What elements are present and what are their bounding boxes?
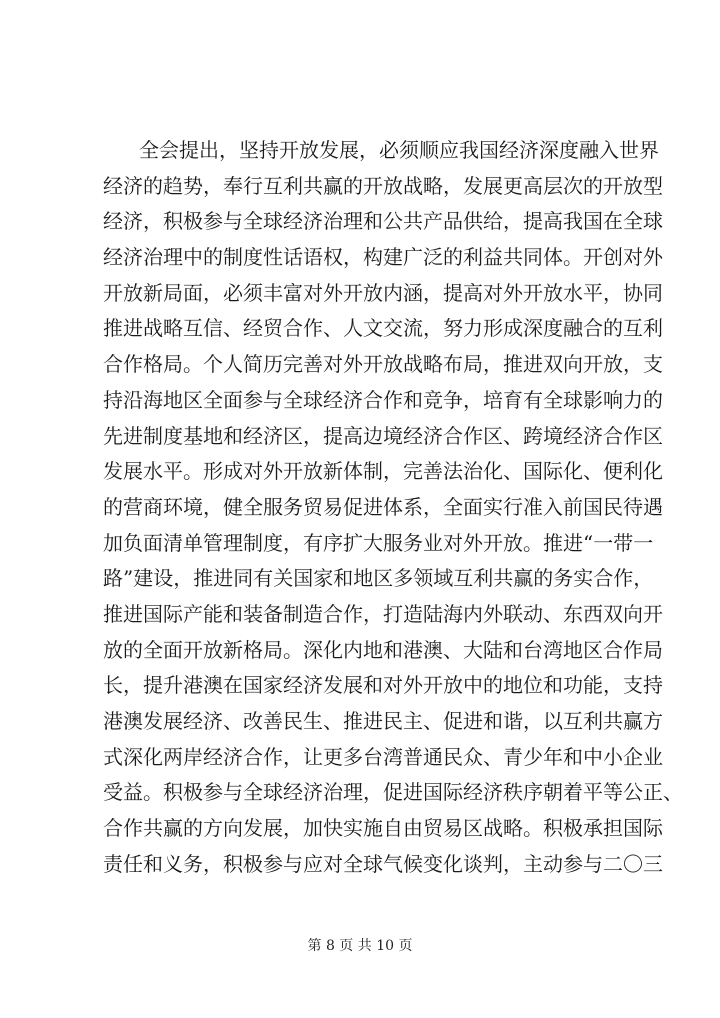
paragraph-line: 的营商环境，健全服务贸易促进体系，全面实行准入前国民待遇 [103, 494, 663, 519]
paragraph-line: 发展水平。形成对外开放新体制，完善法治化、国际化、便利化 [103, 459, 663, 484]
paragraph-line: 推进国际产能和装备制造合作，打造陆海内外联动、东西双向开 [103, 601, 663, 626]
paragraph-line: 经济治理中的制度性话语权，构建广泛的利益共同体。开创对外 [103, 245, 663, 270]
paragraph-line: 经济的趋势，奉行互利共赢的开放战略，发展更高层次的开放型 [103, 173, 663, 198]
paragraph-line: 推进战略互信、经贸合作、人文交流，努力形成深度融合的互利 [103, 316, 663, 341]
paragraph-line: 式深化两岸经济合作，让更多台湾普通民众、青少年和中小企业 [103, 744, 663, 769]
paragraph-line: 合作格局。个人简历完善对外开放战略布局，推进双向开放，支 [103, 352, 663, 377]
paragraph-line: 加负面清单管理制度，有序扩大服务业对外开放。推进“一带一 [103, 530, 654, 555]
paragraph-line: 长，提升港澳在国家经济发展和对外开放中的地位和功能，支持 [103, 673, 663, 698]
page-number-footer: 第 8 页 共 10 页 [307, 938, 413, 954]
paragraph-line: 全会提出，坚持开放发展，必须顺应我国经济深度融入世界 [139, 138, 659, 162]
paragraph-line: 开放新局面，必须丰富对外开放内涵，提高对外开放水平，协同 [103, 280, 663, 305]
paragraph-line: 港澳发展经济、改善民生、推进民主、促进和谐，以互利共赢方 [103, 709, 663, 733]
paragraph-line: 合作共赢的方向发展，加快实施自由贸易区战略。积极承担国际 [103, 816, 663, 841]
paragraph-line: 受益。积极参与全球经济治理，促进国际经济秩序朝着平等公正、 [103, 780, 683, 805]
paragraph-line: 路”建设，推进同有关国家和地区多领域互利共赢的务实合作， [103, 566, 654, 591]
paragraph-line: 放的全面开放新格局。深化内地和港澳、大陆和台湾地区合作局 [103, 637, 663, 662]
body-paragraph [103, 133, 683, 882]
paragraph-line: 先进制度基地和经济区，提高边境经济合作区、跨境经济合作区 [103, 423, 663, 448]
paragraph-line: 责任和义务，积极参与应对全球气候变化谈判，主动参与二〇三 [103, 851, 663, 876]
paragraph-line: 持沿海地区全面参与全球经济合作和竞争，培育有全球影响力的 [103, 387, 663, 412]
paragraph-line: 经济，积极参与全球经济治理和公共产品供给，提高我国在全球 [103, 209, 663, 234]
